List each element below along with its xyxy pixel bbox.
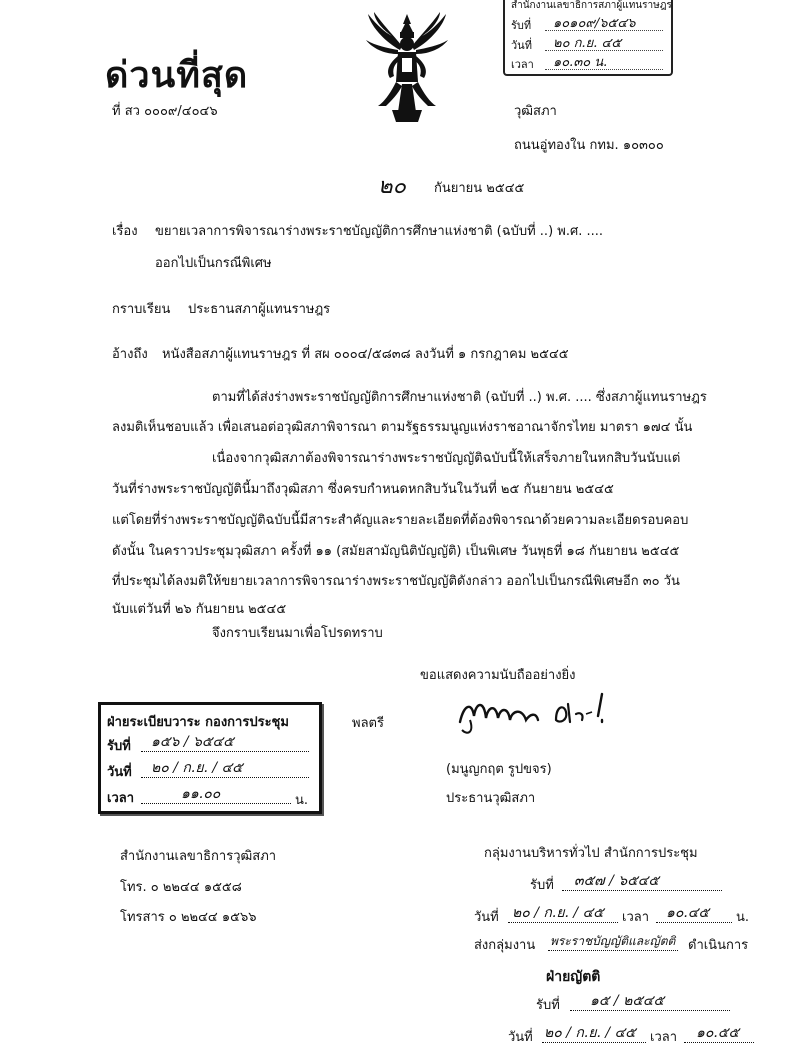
subject-line-2: ออกไปเป็นกรณีพิเศษ [155,256,272,271]
signer-name: (มนูญกฤต รูปขจร) [446,762,552,777]
stamp-admin-date-label: วันที่ [474,910,499,925]
stamp-top-received-value: ๑๐๑๐๙/๖๕๔๖ [553,16,636,31]
body-line: เนื่องจากวุฒิสภาต้องพิจารณาร่างพระราชบัญญัติฉบับนี้ให้เสร็จภายในหกสิบวันนับแต่ [212,451,681,466]
stamp-top-date-value: ๒๐ ก.ย. ๔๕ [553,36,622,51]
stamp-top-title: สำนักงานเลขาธิการสภาผู้แทนราษฎร [511,0,672,11]
stamp-agenda-date-value: ๒๐ / ก.ย. / ๔๕ [151,760,243,776]
stamp-motions-received-value: ๑๕ / ๒๕๔๕ [590,993,665,1009]
body-line: วันที่ร่างพระราชบัญญัตินี้มาถึงวุฒิสภา ซึ่งครบกำหนดหกสิบวันในวันที่ ๒๕ กันยายน ๒๕๔๕ [112,482,614,497]
receipt-stamp-agenda [98,702,322,814]
stamp-admin-time-label: เวลา [622,910,650,925]
office-name: สำนักงานเลขาธิการวุฒิสภา [120,849,277,864]
stamp-agenda-title: ฝ่ายระเบียบวาระ กองการประชุม [107,715,289,730]
body-line: ดังนั้น ในคราวประชุมวุฒิสภา ครั้งที่ ๑๑ (สมัยสามัญนิติบัญญัติ) เป็นพิเศษ วันพุธที่ ๑๘ กันยายน ๒๕๔๕ [112,544,680,559]
closing: ขอแสดงความนับถืออย่างยิ่ง [420,668,576,683]
doc-number: ที่ สว ๐๐๐๙/๔๐๔๖ [112,104,218,119]
reference-text: หนังสือสภาผู้แทนราษฎร ที่ สผ ๐๐๐๔/๕๘๓๘ ลงวันที่ ๑ กรกฎาคม ๒๕๔๕ [162,347,569,362]
stamp-admin-time-value: ๑๐.๔๕ [666,905,710,921]
stamp-admin-title: กลุ่มงานบริหารทั่วไป สำนักการประชุม [484,846,698,861]
stamp-motions-received-label: รับที่ [536,998,560,1013]
stamp-admin-date-value: ๒๐ / ก.ย. / ๔๕ [512,905,604,921]
office-phone: โทร. ๐ ๒๒๔๔ ๑๕๕๘ [120,880,242,895]
receipt-stamp-top [503,0,673,76]
stamp-agenda-time-unit: น. [295,793,309,808]
receipt-stamp-admin [470,838,770,953]
stamp-admin-forward-suffix: ดำเนินการ [688,938,749,953]
stamp-motions-date-value: ๒๐ / ก.ย. / ๔๕ [544,1025,636,1041]
date-day: ๒๐ [378,174,406,199]
stamp-top-time-label: เวลา [511,58,534,71]
urgency-heading: ด่วนที่สุด [105,55,249,96]
stamp-motions-date-label: วันที่ [508,1030,533,1045]
office-fax: โทรสาร ๐ ๒๒๔๔ ๑๕๖๖ [120,910,257,925]
subject-label: เรื่อง [112,224,138,239]
stamp-agenda-received-label: รับที่ [107,739,131,754]
receipt-stamp-motions [500,960,780,1056]
stamp-agenda-received-value: ๑๕๖ / ๖๕๔๕ [151,734,234,750]
reference-label: อ้างถึง [112,347,148,362]
garuda-emblem [362,10,452,125]
stamp-admin-received-value: ๓๕๗ / ๖๕๔๕ [574,873,659,889]
stamp-admin-forward-value: พระราชบัญญัติและญัตติ [550,934,676,948]
sender-address: ถนนอู่ทองใน กทม. ๑๐๓๐๐ [514,138,664,153]
stamp-top-received-label: รับที่ [511,19,532,32]
body-line: ตามที่ได้ส่งร่างพระราชบัญญัติการศึกษาแห่งชาติ (ฉบับที่ ..) พ.ศ. .... ซึ่งสภาผู้แทนราษฎร [212,390,707,405]
stamp-agenda-date-label: วันที่ [107,765,132,780]
sender-org: วุฒิสภา [514,104,557,119]
stamp-motions-time-label: เวลา [650,1030,678,1045]
body-line: นับแต่วันที่ ๒๖ กันยายน ๒๕๔๕ [112,602,287,617]
stamp-top-date-label: วันที่ [511,39,532,52]
signer-title: ประธานวุฒิสภา [446,791,536,806]
body-line: ที่ประชุมได้ลงมติให้ขยายเวลาการพิจารณาร่างพระราชบัญญัติดังกล่าว ออกไปเป็นกรณีพิเศษอีก ๓๐ วัน [112,574,680,589]
stamp-agenda-time-value: ๑๑.๐๐ [181,786,221,802]
body-closing-line: จึงกราบเรียนมาเพื่อโปรดทราบ [212,626,383,641]
stamp-admin-time-unit: น. [736,910,750,925]
signature-image [452,690,632,740]
date-month-year: กันยายน ๒๕๔๕ [434,181,525,196]
stamp-agenda-time-label: เวลา [107,791,135,806]
stamp-motions-title: ฝ่ายญัตติ [546,969,601,985]
subject-line-1: ขยายเวลาการพิจารณาร่างพระราชบัญญัติการศึกษาแห่งชาติ (ฉบับที่ ..) พ.ศ. .... [155,224,604,239]
stamp-top-time-value: ๑๐.๓๐ น. [553,55,608,70]
body-line: ลงมติเห็นชอบแล้ว เพื่อเสนอต่อวุฒิสภาพิจารณา ตามรัฐธรรมนูญแห่งราชอาณาจักรไทย มาตรา ๑๗๔ นั้น [112,420,693,435]
body-line: แต่โดยที่ร่างพระราชบัญญัติฉบับนี้มีสาระสำคัญและรายละเอียดที่ต้องพิจารณาด้วยความละเอียดรอบคอบ [112,513,689,528]
signer-rank: พลตรี [352,716,384,731]
stamp-motions-time-value: ๑๐.๕๕ [696,1025,740,1041]
addressee: ประธานสภาผู้แทนราษฎร [188,302,331,317]
stamp-admin-forward-label: ส่งกลุ่มงาน [474,938,536,953]
stamp-admin-received-label: รับที่ [530,878,554,893]
addressee-label: กราบเรียน [112,302,171,317]
